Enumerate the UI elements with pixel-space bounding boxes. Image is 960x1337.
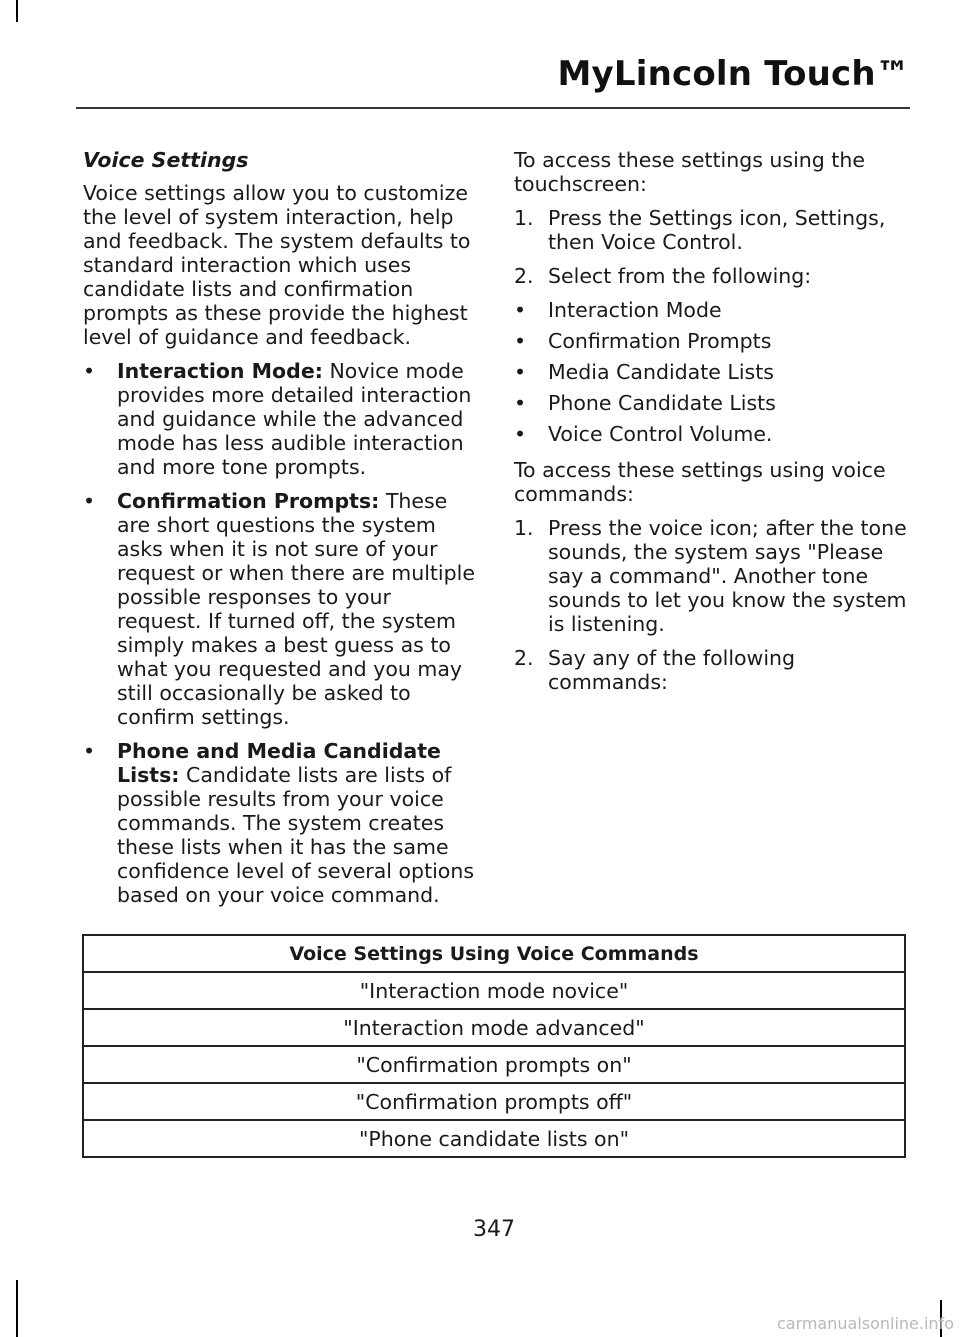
list-item <box>514 422 914 446</box>
intro-paragraph: Voice settings allow you to customize the level of system interaction, help and feedback. The system defaults to standard interaction which uses candidate lists and confirmation prompts as these provide the highest level of guidance and feedback. <box>83 181 471 349</box>
watermark: carmanualsonline.info <box>776 1314 954 1333</box>
table-row <box>83 1046 905 1083</box>
bullet-marker: • <box>514 422 527 446</box>
bullet-marker: • <box>83 359 96 383</box>
table-cell: "Confirmation prompts off" <box>83 1083 905 1120</box>
touchscreen-intro: To access these settings using the touchscreen: <box>514 148 865 196</box>
list-item <box>83 739 478 907</box>
option-text: Confirmation Prompts <box>548 329 772 353</box>
bullet-term: Confirmation Prompts: <box>117 489 380 513</box>
table-cell: "Interaction mode advanced" <box>83 1009 905 1046</box>
bullet-marker: • <box>514 298 527 322</box>
list-item <box>83 489 478 729</box>
voice-commands-table <box>82 934 906 1158</box>
touchscreen-steps <box>514 206 914 288</box>
list-item <box>514 298 914 322</box>
section-title: Voice Settings <box>83 148 249 172</box>
bullet-text: Novice mode provides more detailed interaction and guidance while the advanced mode has less audible interaction and more tone prompts. <box>117 359 472 479</box>
table-header-cell: Voice Settings Using Voice Commands <box>83 935 905 972</box>
bullet-text: These are short questions the system asks when it is not sure of your request or when there are multiple possible responses to your request. If turned off, the system simply makes a best guess as to what you requested and you may still occasionally be asked to confirm settings. <box>117 489 475 729</box>
table-header-row <box>83 935 905 972</box>
list-item <box>514 646 914 694</box>
bullet-term: Phone and Media Candidate Lists: <box>117 739 441 787</box>
step-number: 2. <box>514 646 534 670</box>
step-text: Select from the following: <box>548 264 812 288</box>
bullet-term: Interaction Mode: <box>117 359 323 383</box>
step-number: 1. <box>514 516 534 540</box>
list-item <box>514 264 914 288</box>
left-column <box>83 148 478 917</box>
bullet-marker: • <box>514 329 527 353</box>
list-item <box>514 516 914 636</box>
settings-bullet-list <box>83 359 478 907</box>
list-item <box>514 206 914 254</box>
bullet-text: Candidate lists are lists of possible results from your voice commands. The system creates these lists when it has the same confidence level of several options based on your voice command. <box>117 763 475 907</box>
table-cell: "Interaction mode novice" <box>83 972 905 1009</box>
step-number: 2. <box>514 264 534 288</box>
option-text: Phone Candidate Lists <box>548 391 776 415</box>
table-cell: "Phone candidate lists on" <box>83 1120 905 1157</box>
crop-mark-bottom-left <box>16 1280 18 1337</box>
step-text: Press the voice icon; after the tone sounds, the system says "Please say a command". Another tone sounds to let you know the system is listening. <box>548 516 907 636</box>
list-item <box>514 360 914 384</box>
bullet-marker: • <box>514 391 527 415</box>
options-list <box>514 298 914 446</box>
page-number: 347 <box>473 1217 515 1242</box>
table-row <box>83 972 905 1009</box>
table-row <box>83 1083 905 1120</box>
header-divider <box>76 107 910 109</box>
page-header-title: MyLincoln Touch™ <box>557 54 910 94</box>
option-text: Media Candidate Lists <box>548 360 774 384</box>
list-item <box>514 391 914 415</box>
table-cell: "Confirmation prompts on" <box>83 1046 905 1083</box>
bullet-marker: • <box>83 489 96 513</box>
step-number: 1. <box>514 206 534 230</box>
option-text: Voice Control Volume. <box>548 422 773 446</box>
table-row <box>83 1009 905 1046</box>
crop-mark-top-left <box>16 0 18 22</box>
bullet-marker: • <box>514 360 527 384</box>
voice-intro: To access these settings using voice commands: <box>514 458 886 506</box>
voice-steps <box>514 516 914 694</box>
right-column <box>514 148 914 704</box>
list-item <box>83 359 478 479</box>
step-text: Say any of the following commands: <box>548 646 796 694</box>
table-row <box>83 1120 905 1157</box>
step-text: Press the Settings icon, Settings, then Voice Control. <box>548 206 886 254</box>
bullet-marker: • <box>83 739 96 763</box>
option-text: Interaction Mode <box>548 298 722 322</box>
list-item <box>514 329 914 353</box>
